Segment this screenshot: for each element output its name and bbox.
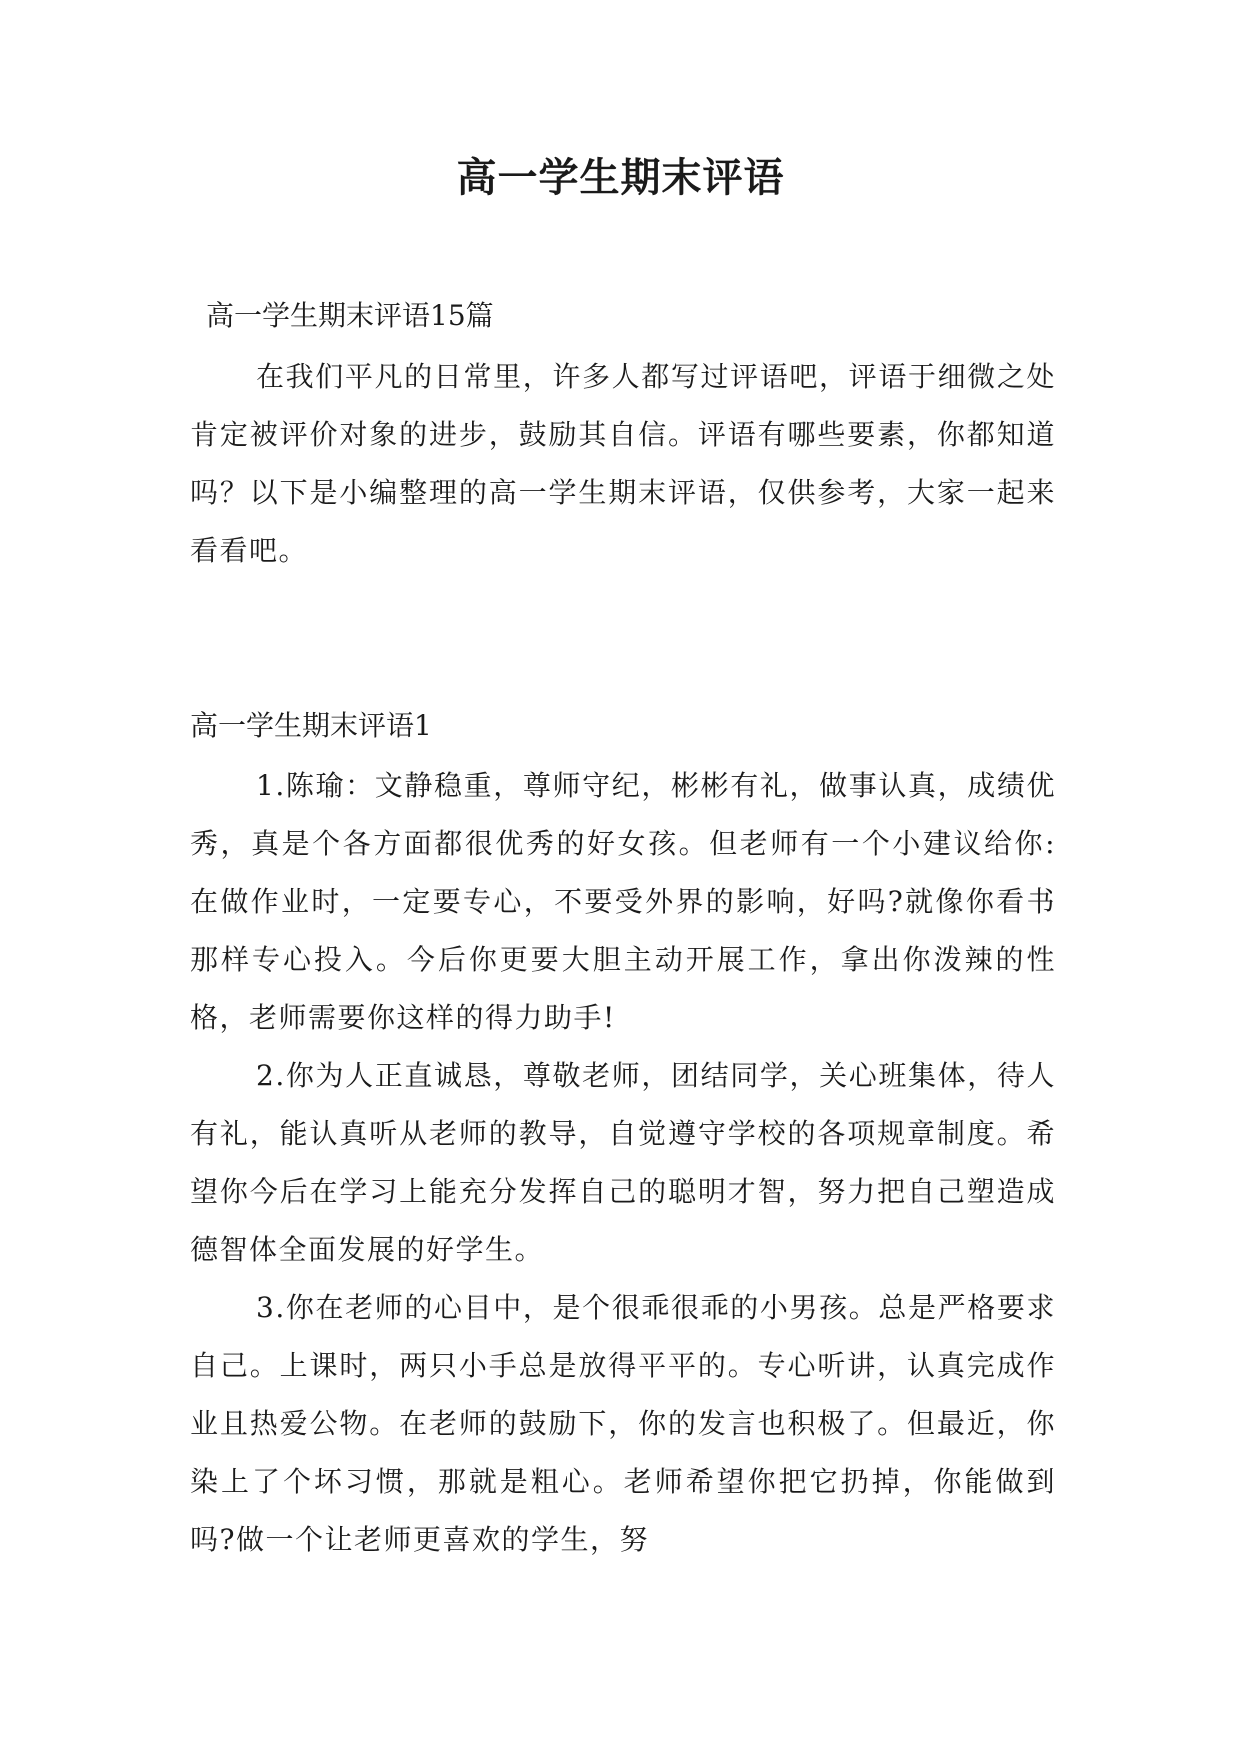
comment-paragraph-2: 2.你为人正直诚恳，尊敬老师，团结同学，关心班集体，待人有礼，能认真听从老师的教导，自觉遵守学校的各项规章制度。希望你今后在学习上能充分发挥自己的聪明才智，努力把自己塑造成德智体全面发展的好学生。 [190, 1059, 1056, 1266]
comment-paragraph-3: 3.你在老师的心目中，是个很乖很乖的小男孩。总是严格要求自己。上课时，两只小手总是放得平平的。专心听讲，认真完成作业且热爱公物。在老师的鼓励下，你的发言也积极了。但最近，你染上了个坏习惯，那就是粗心。老师希望你把它扔掉，你能做到吗?做一个让老师更喜欢的学生，努 [190, 1291, 1056, 1556]
section-heading: 高一学生期末评语1 [190, 709, 432, 742]
intro-paragraph: 在我们平凡的日常里，许多人都写过评语吧，评语于细微之处肯定被评价对象的进步，鼓励其自信。评语有哪些要素，你都知道吗？以下是小编整理的高一学生期末评语，仅供参考，大家一起来看看吧。 [190, 360, 1056, 567]
comment-paragraph-1: 1.陈瑜：文静稳重，尊师守纪，彬彬有礼，做事认真，成绩优秀，真是个各方面都很优秀的好女孩。但老师有一个小建议给你:在做作业时，一定要专心，不要受外界的影响，好吗?就像你看书那样专心投入。今后你更要大胆主动开展工作，拿出你泼辣的性格，老师需要你这样的得力助手! [190, 769, 1056, 1034]
document-title: 高一学生期末评语 [456, 155, 785, 201]
document-subtitle: 高一学生期末评语15篇 [206, 299, 494, 332]
